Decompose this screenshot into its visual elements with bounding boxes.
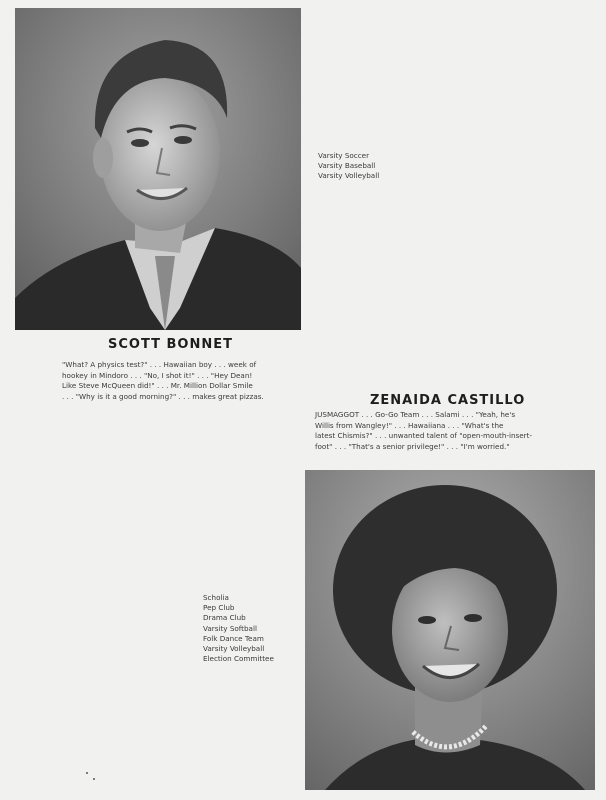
portrait-photo-zenaida-castillo [305,470,595,790]
student-name-zenaida-castillo: ZENAIDA CASTILLO [370,393,526,408]
activities-list-scott-bonnet [318,151,379,182]
paper-speck [93,778,95,780]
quote-line: foot" . . . "That's a senior privilege!" . . . "I'm worried." [315,441,510,451]
quote-line: JUSMAGGOT . . . Go-Go Team . . . Salami . . . "Yeah, he's [315,410,516,419]
quote-line: latest Chismis?" . . . unwanted talent of "open-mouth-insert- [315,431,533,441]
activity-item: Folk Dance Team [203,633,264,643]
activity-item: Varsity Soccer [318,151,370,160]
activity-item: Election Committee [203,654,274,664]
student-name-scott-bonnet: SCOTT BONNET [108,337,233,352]
quote-line: Like Steve McQueen did!" . . . Mr. Million Dollar Smile [62,381,253,391]
activity-item: Varsity Volleyball [318,171,380,181]
senior-quote-scott-bonnet [62,360,306,402]
activity-item: Scholia [203,593,229,602]
quote-line: . . . "Why is it a good morning?" . . . makes great pizzas. [62,391,264,401]
senior-quote-zenaida-castillo [315,410,577,452]
activity-item: Varsity Softball [203,623,257,633]
activity-item: Varsity Baseball [318,161,376,171]
portrait-photo-scott-bonnet [15,8,301,330]
paper-speck [86,772,88,774]
quote-line: Willis from Wangley!" . . . Hawaiiana . . . "What's the [315,420,504,430]
quote-line: hookey in Mindoro . . . "No, I shot it!" . . . "Hey Dean! [62,370,253,380]
activity-item: Drama Club [203,613,246,623]
activity-item: Pep Club [203,603,235,613]
quote-line: "What? A physics test?" . . . Hawaiian boy . . . week of [62,360,257,369]
activity-item: Varsity Volleyball [203,644,265,654]
activities-list-zenaida-castillo [203,593,274,664]
